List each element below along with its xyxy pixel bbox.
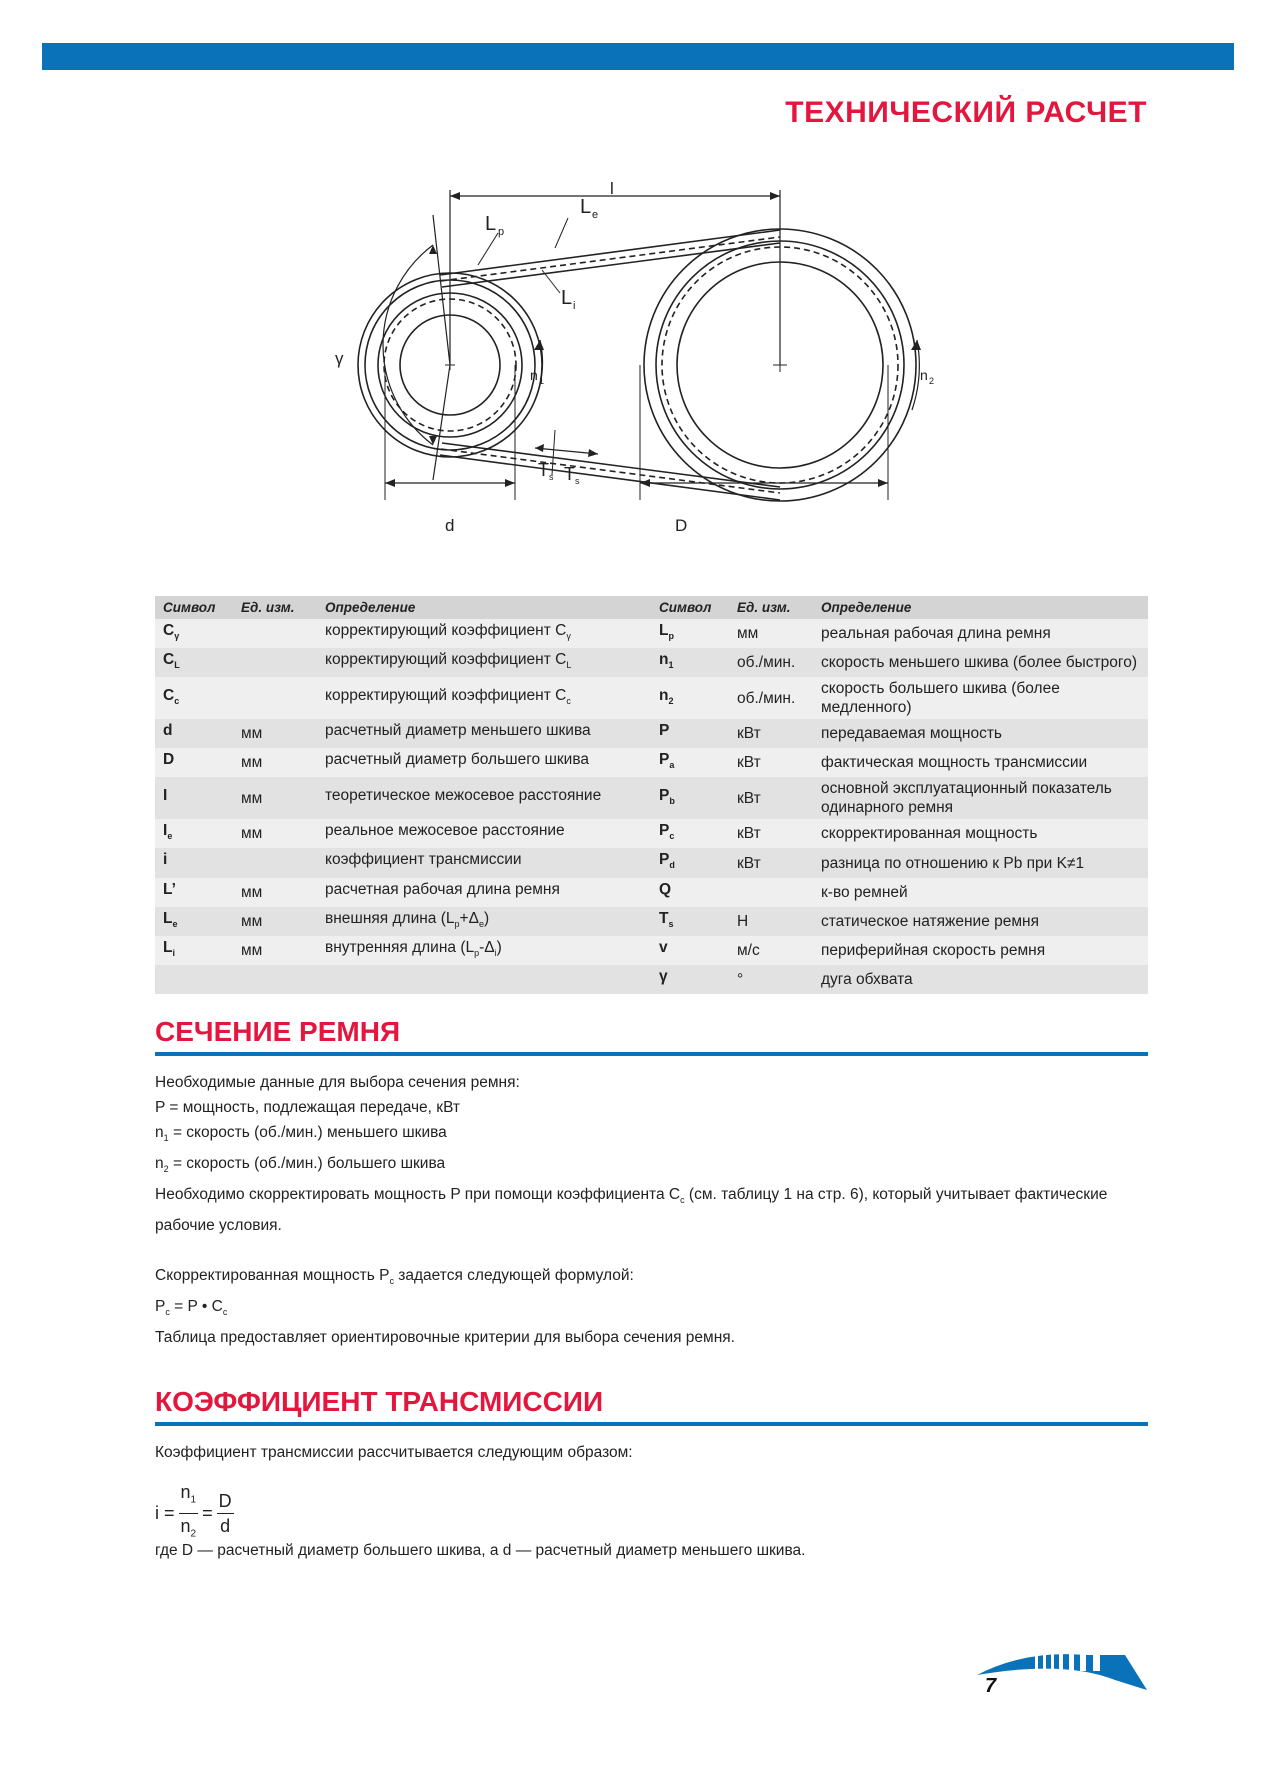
cell-unit [233, 965, 317, 994]
cell-definition: коэффициент трансмиссии [317, 848, 651, 877]
cell-unit [233, 848, 317, 877]
table-row [155, 777, 1148, 819]
cell-symbol-2: $n_2$ [651, 677, 729, 719]
cell-unit: мм [233, 719, 317, 748]
cell-definition-2: фактическая мощность трансмиссии [813, 748, 1148, 777]
cell-symbol: $C_\gamma$ [155, 619, 233, 648]
col-symbol-2: Символ [651, 596, 729, 619]
section-title-belt-section: СЕЧЕНИЕ РЕМНЯ [155, 1016, 401, 1047]
top-brand-bar [42, 43, 1234, 70]
table-row [155, 677, 1148, 719]
cell-definition-2: к-во ремней [813, 878, 1148, 907]
cell-symbol-2: $P_c$ [651, 819, 729, 848]
table-row [155, 648, 1148, 677]
cell-unit-2: кВт [729, 848, 813, 877]
cell-unit: мм [233, 819, 317, 848]
cell-symbol: I [155, 777, 233, 819]
page-number: 7 [985, 1675, 997, 1697]
cell-definition-2: статическое натяжение ремня [813, 907, 1148, 936]
cell-symbol-2: $n_1$ [651, 648, 729, 677]
table-row [155, 819, 1148, 848]
cell-unit: мм [233, 936, 317, 965]
cell-definition: расчетный диаметр меньшего шкива [317, 719, 651, 748]
section-rule [155, 1422, 1148, 1426]
label-le: L [580, 196, 592, 218]
cell-unit-2: кВт [729, 748, 813, 777]
cell-symbol: $C_L$ [155, 648, 233, 677]
col-unit-2: Ед. изм. [729, 596, 813, 619]
cell-unit: мм [233, 777, 317, 819]
cell-unit-2: кВт [729, 777, 813, 819]
cell-symbol-2: $P_a$ [651, 748, 729, 777]
svg-text:s: s [549, 472, 554, 482]
table-row [155, 878, 1148, 907]
svg-text:1: 1 [539, 376, 545, 386]
page-title: ТЕХНИЧЕСКИЙ РАСЧЕТ [785, 96, 1147, 129]
cell-definition: корректирующий коэффициент $C_L$ [317, 648, 651, 677]
label-ts-left: T [538, 460, 549, 480]
cell-symbol-2: Q [651, 878, 729, 907]
cell-definition-2: основной эксплуатационный показатель одинарного ремня [813, 777, 1148, 819]
belt-bottom-inner [442, 443, 780, 487]
table-row [155, 619, 1148, 648]
ratio-intro: Коэффициент трансмиссии рассчитывается следующим образом: [155, 1444, 633, 1461]
cell-symbol: L’ [155, 878, 233, 907]
svg-text:2: 2 [929, 376, 935, 386]
svg-text:p: p [498, 226, 505, 238]
cell-definition: расчетная рабочая длина ремня [317, 878, 651, 907]
cell-symbol: d [155, 719, 233, 748]
cell-unit-2: об./мин. [729, 648, 813, 677]
cell-symbol: i [155, 848, 233, 877]
col-unit: Ед. изм. [233, 596, 317, 619]
cell-unit: мм [233, 907, 317, 936]
label-D: D [675, 516, 688, 535]
table-row [155, 907, 1148, 936]
cell-symbol-2: γ [651, 965, 729, 994]
cell-definition: теоретическое межосевое расстояние [317, 777, 651, 819]
label-li: L [561, 287, 573, 309]
cell-symbol: $I_e$ [155, 819, 233, 848]
belt-section-text: Необходимые данные для выбора сечения ремня: P = мощность, подлежащая передаче, кВт $n_1$ = скорость (об./мин.) меньшего шкива $n_2$ = скорость (об./мин.) большего шкива Необходимо скорректировать мощность P при помощи коэффициента $C_c$ (см. таблицу 1 на стр. 6), который учитывает фактические рабочие условия. Скорректированная мощность $P_c$ задается следующей формулой: $P_c = P$ • $C_c$ Таблица предоставляет ориентировочные критерии для выбора сечения ремня. [155, 1074, 1108, 1347]
cell-definition: внутренняя длина $(L_p-\Delta_i)$ [317, 936, 651, 965]
cell-definition: реальное межосевое расстояние [317, 819, 651, 848]
cell-symbol: $L_e$ [155, 907, 233, 936]
table-row [155, 936, 1148, 965]
table-header-row [155, 596, 1148, 619]
cell-definition-2: разница по отношению к Pb при K≠1 [813, 848, 1148, 877]
cell-unit-2: об./мин. [729, 677, 813, 719]
table-row [155, 748, 1148, 777]
cell-symbol: $L_i$ [155, 936, 233, 965]
section-title-transmission-ratio: КОЭФФИЦИЕНТ ТРАНСМИССИИ [155, 1386, 604, 1417]
cell-symbol-2: $T_s$ [651, 907, 729, 936]
cell-unit-2: мм [729, 619, 813, 648]
cell-symbol: D [155, 748, 233, 777]
table-row [155, 848, 1148, 877]
cell-definition-2: передаваемая мощность [813, 719, 1148, 748]
ratio-note: где D — расчетный диаметр большего шкива, а d — расчетный диаметр меньшего шкива. [155, 1542, 806, 1559]
cell-symbol-2: v [651, 936, 729, 965]
cell-definition-2: периферийная скорость ремня [813, 936, 1148, 965]
label-lp: L [485, 213, 497, 235]
col-definition-2: Определение [813, 596, 1148, 619]
cell-definition: внешняя длина $(L_p+\Delta_e)$ [317, 907, 651, 936]
symbols-table [155, 596, 1148, 994]
table-row [155, 965, 1148, 994]
cell-unit [233, 677, 317, 719]
cell-definition: расчетный диаметр большего шкива [317, 748, 651, 777]
cell-unit-2: кВт [729, 719, 813, 748]
col-definition: Определение [317, 596, 651, 619]
svg-text:i: i [573, 300, 576, 312]
cell-unit: мм [233, 878, 317, 907]
label-n2: n [920, 367, 928, 383]
cell-unit-2: кВт [729, 819, 813, 848]
cell-symbol [155, 965, 233, 994]
label-n1: n [530, 367, 538, 383]
belt-top-inner [442, 243, 780, 287]
label-l: l [610, 179, 614, 198]
cell-unit [233, 648, 317, 677]
cell-unit-2: Н [729, 907, 813, 936]
cell-symbol-2: $L_p$ [651, 619, 729, 648]
brand-logo [975, 1650, 1150, 1698]
cell-definition-2: реальная рабочая длина ремня [813, 619, 1148, 648]
cell-definition-2: скорость большего шкива (более медленного) [813, 677, 1148, 719]
cell-symbol-2: $P_d$ [651, 848, 729, 877]
label-gamma: γ [335, 349, 344, 368]
cell-definition: корректирующий коэффициент $C_c$ [317, 677, 651, 719]
cell-unit-2: м/с [729, 936, 813, 965]
cell-definition: корректирующий коэффициент $C_\gamma$ [317, 619, 651, 648]
belt-bottom-pitch [441, 449, 780, 493]
cell-symbol-2: $P_b$ [651, 777, 729, 819]
col-symbol: Символ [155, 596, 233, 619]
section-rule [155, 1052, 1148, 1056]
cell-unit-2 [729, 878, 813, 907]
table-row [155, 719, 1148, 748]
cell-unit-2: ° [729, 965, 813, 994]
cell-definition-2: скорректированная мощность [813, 819, 1148, 848]
cell-symbol-2: P [651, 719, 729, 748]
cell-definition-2: дуга обхвата [813, 965, 1148, 994]
cell-definition [317, 965, 651, 994]
ratio-formula: i = $\frac{n_1}{n_2}$ = $\frac{D}{d}$ [155, 1482, 232, 1540]
cell-symbol: $C_c$ [155, 677, 233, 719]
label-ts-right: T [564, 464, 575, 484]
cell-unit [233, 619, 317, 648]
svg-text:e: e [592, 209, 599, 221]
belt-drive-diagram [330, 179, 970, 565]
svg-text:s: s [575, 476, 580, 486]
label-d: d [445, 516, 455, 535]
cell-definition-2: скорость меньшего шкива (более быстрого) [813, 648, 1148, 677]
cell-unit: мм [233, 748, 317, 777]
